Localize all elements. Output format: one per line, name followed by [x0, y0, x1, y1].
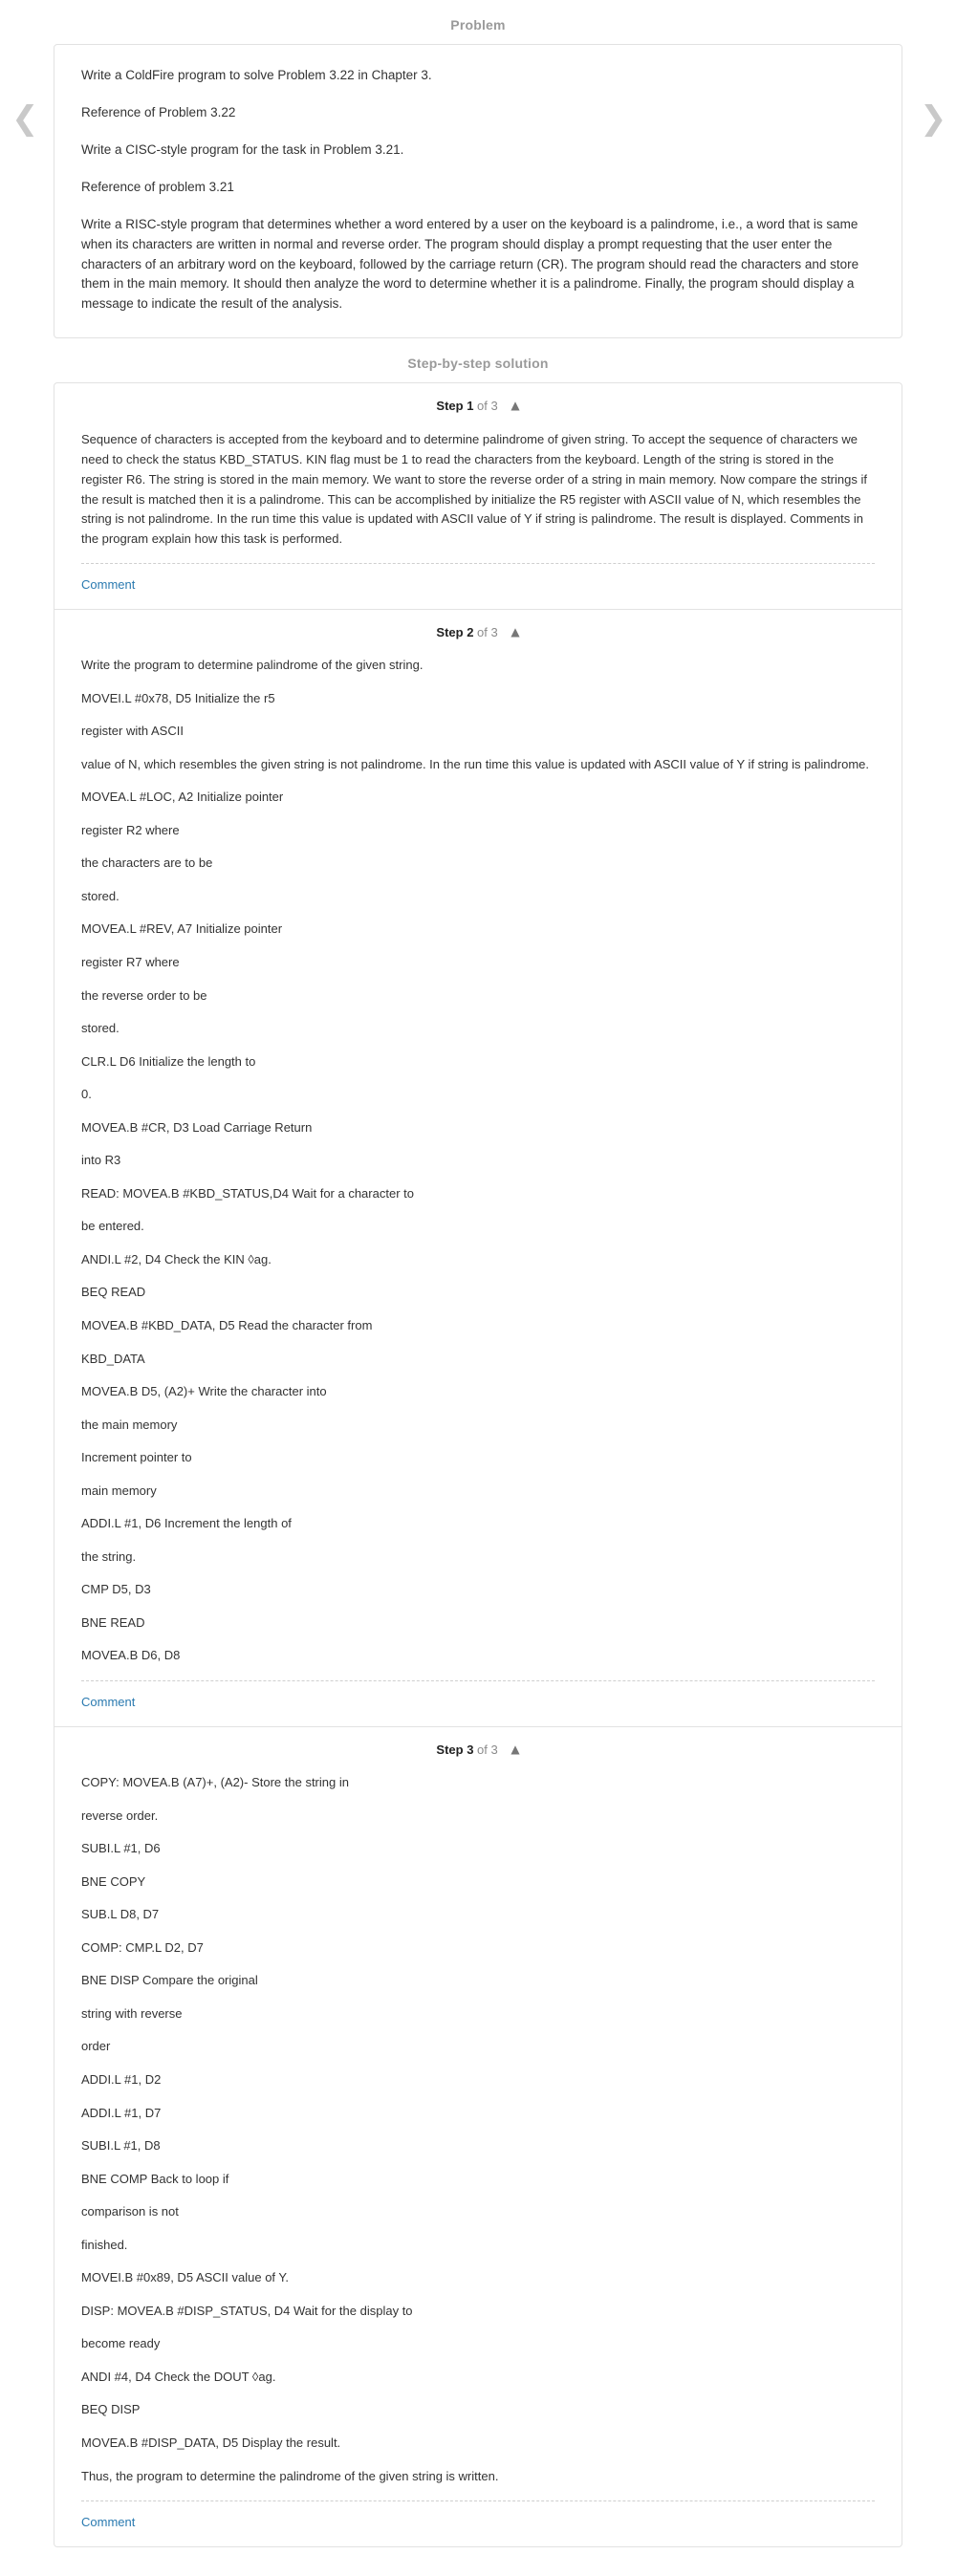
- step-1-of: of 3: [477, 399, 498, 414]
- step-2-line: MOVEA.B #KBD_DATA, D5 Read the character from: [81, 1318, 373, 1333]
- step-3-body: [54, 1770, 902, 2501]
- step-2-line: 0.: [81, 1087, 92, 1102]
- step-2-line: register with ASCII: [81, 724, 184, 739]
- step-3-line: comparison is not: [81, 2204, 179, 2219]
- step-2-body: [54, 653, 902, 1681]
- step-2-line: MOVEA.B D5, (A2)+ Write the character into: [81, 1384, 327, 1399]
- step-3-line: SUBI.L #1, D6: [81, 1841, 161, 1856]
- step-2-line: into R3: [81, 1153, 121, 1168]
- step-1: [54, 383, 902, 610]
- chevron-left-icon[interactable]: ❮: [11, 99, 39, 138]
- step-3-header[interactable]: [54, 1727, 902, 1770]
- solution-card-wrapper: [0, 382, 956, 2547]
- step-2-line: READ: MOVEA.B #KBD_STATUS,D4 Wait for a character to: [81, 1185, 414, 1201]
- step-2-header[interactable]: [54, 610, 902, 653]
- step-3-line: MOVEA.B #DISP_DATA, D5 Display the result.: [81, 2435, 341, 2450]
- step-1-header[interactable]: [54, 383, 902, 426]
- step-2-line: ANDI.L #2, D4 Check the KIN ◊ag.: [81, 1251, 272, 1266]
- step-3-line: BNE COPY: [81, 1873, 146, 1889]
- step-2-line: ADDI.L #1, D6 Increment the length of: [81, 1516, 292, 1531]
- step-1-body: [54, 426, 902, 564]
- step-2-of: of 3: [477, 625, 498, 640]
- problem-paragraph: Write a CISC-style program for the task in Problem 3.21.: [81, 141, 404, 157]
- step-2: [54, 610, 902, 1727]
- step-2-line: the characters are to be: [81, 855, 213, 871]
- step-2-comment-wrap: [54, 1681, 902, 1726]
- step-3-line: become ready: [81, 2336, 161, 2351]
- step-3-label: Step 3: [436, 1743, 474, 1758]
- step-2-line: MOVEA.L #REV, A7 Initialize pointer: [81, 921, 283, 937]
- step-2-line: MOVEI.L #0x78, D5 Initialize the r5: [81, 690, 275, 705]
- step-3-line: MOVEI.B #0x89, D5 ASCII value of Y.: [81, 2270, 290, 2285]
- step-3-of: of 3: [477, 1743, 498, 1758]
- problem-text: [54, 45, 902, 337]
- step-2-label: Step 2: [436, 625, 474, 640]
- step-2-line: CMP D5, D3: [81, 1582, 151, 1597]
- step-3-line: COPY: MOVEA.B (A7)+, (A2)- Store the string in: [81, 1775, 349, 1790]
- step-3-line: DISP: MOVEA.B #DISP_STATUS, D4 Wait for the display to: [81, 2303, 413, 2318]
- step-3-line: order: [81, 2039, 111, 2054]
- step-2-line: stored.: [81, 1021, 120, 1036]
- step-3-line: ANDI #4, D4 Check the DOUT ◊ag.: [81, 2369, 276, 2384]
- step-3-line: string with reverse: [81, 2005, 183, 2021]
- step-3-line: ADDI.L #1, D7: [81, 2105, 162, 2120]
- step-2-line: register R2 where: [81, 822, 180, 837]
- step-2-line: main memory: [81, 1483, 157, 1498]
- step-2-line: be entered.: [81, 1219, 144, 1234]
- step-3-line: Thus, the program to determine the palindrome of the given string is written.: [81, 2468, 499, 2483]
- step-2-line: MOVEA.B D6, D8: [81, 1648, 181, 1663]
- step-2-line: MOVEA.B #CR, D3 Load Carriage Return: [81, 1119, 313, 1135]
- step-3-comment-wrap: [54, 2501, 902, 2546]
- solution-steps: [54, 382, 902, 2547]
- problem-paragraph: Write a ColdFire program to solve Problem 3.22 in Chapter 3.: [81, 68, 432, 82]
- step-2-line: stored.: [81, 888, 120, 903]
- step-2-line: the string.: [81, 1548, 137, 1564]
- step-3-line: BNE DISP Compare the original: [81, 1973, 258, 1988]
- problem-paragraph: Reference of Problem 3.22: [81, 104, 236, 119]
- step-3-line: SUB.L D8, D7: [81, 1907, 160, 1922]
- problem-paragraph: Write a RISC-style program that determines whether a word entered by a user on the keyboard is a palindrome, i.e., a word that is same when its characters are written in normal and reverse order. The program should display a prompt requesting that the user enter the characters of an arbitrary word on the keyboard, followed by the carriage return (CR). The program should read the characters and store them in the main memory. It should then analyze the word to determine whether it is a palindrome. Finally, the program should display a message to indicate the result of the analysis.: [81, 216, 859, 312]
- chevron-right-icon[interactable]: ❯: [920, 99, 947, 138]
- step-2-line: KBD_DATA: [81, 1351, 145, 1366]
- chevron-up-icon[interactable]: ▲: [511, 399, 520, 413]
- step-3: [54, 1727, 902, 2546]
- problem-card: [54, 44, 902, 338]
- step-3-line: finished.: [81, 2237, 128, 2252]
- step-3-line: BNE COMP Back to loop if: [81, 2171, 229, 2186]
- step-2-line: Increment pointer to: [81, 1450, 192, 1465]
- comment-link[interactable]: Comment: [81, 1695, 136, 1710]
- comment-link[interactable]: Comment: [81, 577, 136, 593]
- step-2-line: BNE READ: [81, 1614, 145, 1630]
- step-2-line: register R7 where: [81, 955, 180, 969]
- step-3-line: ADDI.L #1, D2: [81, 2071, 162, 2087]
- step-2-line: the reverse order to be: [81, 987, 207, 1003]
- comment-link[interactable]: Comment: [81, 2515, 136, 2530]
- step-2-line: the main memory: [81, 1417, 178, 1432]
- step-2-line: Write the program to determine palindrome of the given string.: [81, 658, 424, 673]
- problem-heading: Problem: [450, 17, 506, 32]
- solution-heading: Step-by-step solution: [407, 356, 549, 372]
- step-2-line: BEQ READ: [81, 1285, 146, 1300]
- step-1-label: Step 1: [436, 399, 474, 414]
- step-3-line: BEQ DISP: [81, 2402, 141, 2417]
- chevron-up-icon[interactable]: ▲: [511, 1743, 520, 1757]
- step-2-line: value of N, which resembles the given string is not palindrome. In the run time this value is updated with ASCII value of Y if string is palindrome.: [81, 756, 869, 771]
- step-3-line: COMP: CMP.L D2, D7: [81, 1939, 204, 1955]
- step-1-paragraph: Sequence of characters is accepted from the keyboard and to determine palindrome of given string. To accept the sequence of characters we need to check the status KBD_STATUS. KIN flag must be 1 to read the characters from the keyboard. Length of the string is stored in the register R6. The string is stored in the main memory. We want to store the reverse order of a string in main memory. Now compare the strings if the result is matched then it is a palindrome. This can be accomplished by initialize the R5 register with ASCII value of N, which resembles the string is not palindrome. In the run time this value is updated with ASCII value of Y if string is palindrome. The result is displayed. Comments in the program explain how this task is performed.: [81, 432, 867, 547]
- chevron-up-icon[interactable]: ▲: [511, 625, 520, 639]
- problem-paragraph: Reference of problem 3.21: [81, 179, 234, 194]
- step-3-line: reverse order.: [81, 1808, 159, 1823]
- step-1-comment-wrap: [54, 564, 902, 609]
- step-3-line: SUBI.L #1, D8: [81, 2138, 161, 2154]
- step-2-line: MOVEA.L #LOC, A2 Initialize pointer: [81, 790, 284, 805]
- problem-card-wrapper: [0, 44, 956, 338]
- step-2-line: CLR.L D6 Initialize the length to: [81, 1053, 256, 1069]
